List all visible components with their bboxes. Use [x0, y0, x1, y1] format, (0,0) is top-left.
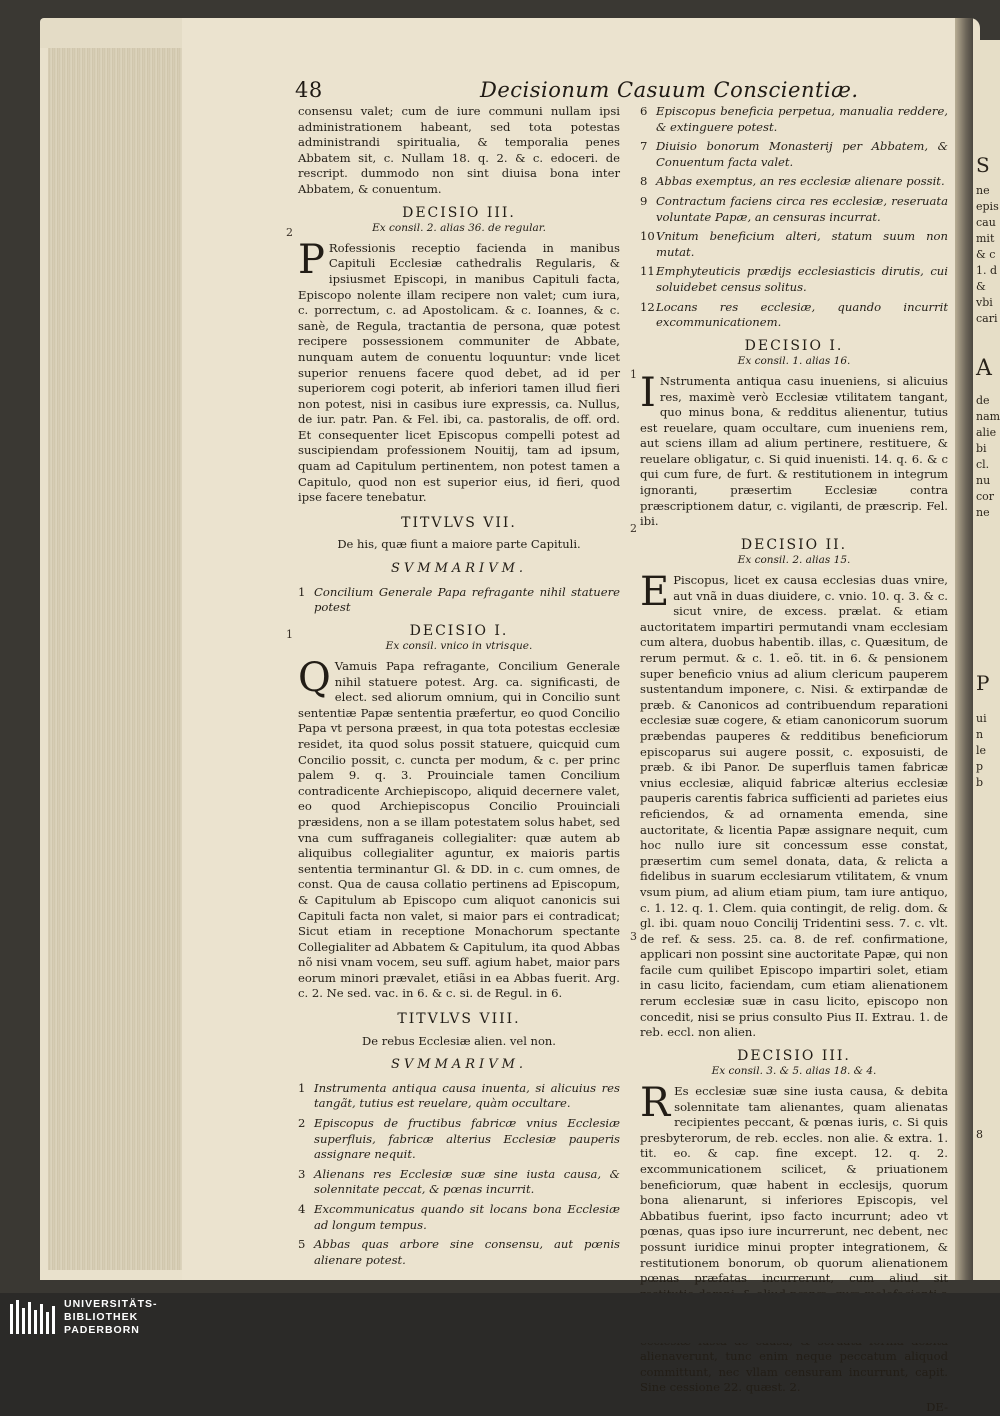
facing-page-fragment: epis	[976, 200, 999, 213]
decisio-source: Ex consil. 2. alias 15.	[737, 554, 851, 567]
drop-cap: R	[640, 1080, 671, 1127]
item-number: 5	[298, 1237, 306, 1252]
item-number: 1	[298, 1080, 306, 1095]
page-edges	[48, 30, 183, 1270]
summary-item	[298, 1237, 620, 1268]
decisio-text	[298, 655, 620, 1002]
facing-page-fragment: nu	[976, 474, 991, 487]
left-column	[298, 104, 620, 1272]
item-number: 2	[298, 1116, 306, 1131]
summary-item	[298, 1081, 620, 1112]
catchword: DE-	[926, 1399, 948, 1414]
facing-page-fragment: &	[976, 280, 986, 293]
summarium-heading: SVMMARIVM.	[390, 561, 528, 577]
marginal-number: 3	[630, 930, 637, 943]
facing-page-fragment: cari	[976, 312, 998, 325]
facing-page-fragment: alie	[976, 426, 997, 439]
page-number: 48	[295, 78, 323, 102]
decisio-source: Ex consil. vnico in vtrisque.	[385, 640, 533, 653]
summary-item	[640, 264, 948, 295]
decisio-body: Nstrumenta antiqua casu inueniens, si alicuius res, maximè verò Ecclesiæ vtilitatem tangant, quo minus bona, & redditus alienentur, tutius est reuelare, quam occultare, cum inueniens rem, aut sciens illam ad alium pertinere, restituere, & reuelare obligatur, c. Si quid inuenisti. 14. q. 6. & c qui cum fure, de furt. & restitutionem in integrum ignoranti, præsertim Ecclesiæ contra præscriptionem datur, c. vigilanti, de præscrip. Fel. ibi.	[640, 373, 948, 529]
decisio-text	[640, 1080, 948, 1396]
decisio-heading: DECISIO II.	[740, 536, 848, 553]
titulus-heading: TITVLVS VII.	[401, 514, 517, 531]
item-text: Episcopus de fructibus fabricæ vnius Ecclesiæ superfluis, fabricæ alterius Ecclesiæ pauperis assignare nequit.	[314, 1116, 620, 1162]
footer-line-3: PADERBORN	[64, 1324, 140, 1336]
summary-item	[640, 229, 948, 260]
facing-page-fragment: nam	[976, 410, 1000, 423]
item-number: 4	[298, 1202, 306, 1216]
facing-page-fragment: vbi	[976, 296, 993, 309]
decisio-text	[298, 236, 620, 506]
item-number: 1	[298, 584, 306, 599]
page-edges-top	[40, 18, 190, 48]
item-text: Abbas quas arbore sine consensu, aut pœnis alienare potest.	[314, 1237, 620, 1267]
summary-item	[640, 174, 948, 190]
decisio-source: Ex consil. 3. & 5. alias 18. & 4.	[711, 1065, 877, 1078]
summary-item	[640, 104, 948, 135]
titulus-subtitle: De his, quæ fiunt a maiore parte Capituli.	[337, 537, 581, 552]
running-title: Decisionum Casuum Conscientiæ.	[480, 78, 859, 102]
item-text: Alienans res Ecclesiæ suæ sine iusta causa, & solennitate peccat, & pœnas incurrit.	[314, 1166, 620, 1197]
footer-line-2: BIBLIOTHEK	[64, 1311, 139, 1323]
item-text: Concilium Generale Papa refragante nihil statuere potest	[314, 584, 620, 615]
right-column	[640, 104, 948, 1416]
decisio-text	[640, 369, 948, 530]
book-gutter	[955, 18, 973, 1280]
facing-page-fragment: cl.	[976, 458, 990, 471]
intro-paragraph: consensu valet; cum de iure communi nullam ipsi administrationem habeant, sed tota potestas administrandi spiritualia, & temporalia penes Abbatem sit, c. Nullam 18. q. 2. & c. edoceri. de rescript. dummodo non sint diuisa bona inter Abbatem, & conuentum.	[298, 104, 620, 196]
decisio-text	[640, 569, 948, 1041]
item-text: Contractum faciens circa res ecclesiæ, reseruata voluntate Papæ, an censuras incurrat.	[656, 193, 948, 224]
facing-page-fragment: p	[976, 760, 984, 773]
summary-item	[298, 1167, 620, 1198]
titulus-heading: TITVLVS VIII.	[397, 1011, 521, 1028]
facing-page-fragment: b	[976, 776, 984, 789]
library-logo-icon	[8, 1298, 58, 1338]
facing-page-fragment: le	[976, 744, 987, 757]
facing-page-fragment: & c	[976, 248, 996, 261]
marginal-number: 2	[630, 522, 637, 535]
item-text: Diuisio bonorum Monasterij per Abbatem, & Conuentum facta valet.	[656, 139, 948, 169]
marginal-number: 1	[630, 368, 637, 381]
facing-page-fragment: mit	[976, 232, 995, 245]
facing-page-fragment: A	[976, 356, 992, 381]
decisio-body: Vamuis Papa refragante, Concilium Generale nihil statuere potest. Arg. ca. significasti, de elect. sed aliorum omnium, qui in Concilio sunt sententiæ Papæ sententia præfertur, eo quod Concilio Papa vt persona præest, in qua tota potestas ecclesiæ residet, ita quod solus possit statuere, quicquid cum Concilio possit, c. cuncta per modum, & c. per princ palem 9. q. 3. Prouinciale tamen Concilium contradicente Archiepiscopo, aliquid decernere valet, eo quod Archiepiscopus Concilio Prouinciali præsidens, non a se illam potestatem solus habet, sed vna cum suffraganeis collegialiter: quæ autem ab aliquibus collegialiter aguntur, ex maioris partis sententia terminantur Gl. & DD. in c. cum omnes, de const. Qua de causa collatio pertinens ad Episcopum, & Capitulum ab Episcopo cum aliquot canonicis sui Capituli facta non valet, si maior pars ei contradicat; Sicut etiam in receptione Monachorum spectante Collegialiter ad Abbatem & Capitulum, ita quod Abbas nõ nisi vnam vocem, seu suff. agium habet, maior pars eorum minori prævalet, etiãsi in ea Abbas fuerit. Arg. c. 2. Ne sed. vac. in 6. & c. si. de Regul. in 6.	[298, 659, 620, 1001]
facing-page-fragment: S	[976, 153, 990, 177]
item-text: Episcopus beneficia perpetua, manualia reddere, & extinguere potest.	[656, 104, 948, 134]
item-number: 9	[640, 193, 648, 208]
facing-page-fragment: n	[976, 728, 984, 741]
decisio-heading: DECISIO I.	[409, 622, 509, 639]
summary-item	[640, 139, 948, 170]
facing-page-fragment: de	[976, 394, 990, 407]
item-number: 10	[640, 229, 655, 244]
item-number: 11	[640, 264, 655, 279]
summary-item	[298, 1116, 620, 1163]
decisio-heading: DECISIO III.	[737, 1047, 851, 1064]
decisio-body: Rofessionis receptio facienda in manibus Capituli Ecclesiæ cathedralis Regularis, & ipsiusmet Episcopi, in manibus Capituli facta, Episcopo nolente illam recipere non valet; cum iura, c. porrectum, c. ad Apostolicam. & c. Ioannes, & c. sanè, de Regula, tractantia de persona, quæ potest recipere possessionem communiter de Abbate, nunquam autem de conuentu loquuntur: vnde licet superior renuens facere quod debet, ad id per superiorem cogi poterit, ab inferiori tamen illud fieri non potest, nisi in casibus iure expressis, ca. Nullus, de iur. patr. Pan. & Fel. ibi, ca. pastoralis, de off. ord. Et consequenter licet Episcopus compelli potest ad suscipiendam professionem Nouitij, tam ad ipsum, quam ad Capitulum pertinentem, non potest tamen a Capitulo, quod non est superior eius, id fieri, quod ipse facere tenebatur.	[298, 240, 620, 505]
item-text: Excommunicatus quando sit locans bona Ecclesiæ ad longum tempus.	[314, 1202, 620, 1232]
facing-page-fragment: 1. d	[976, 264, 998, 277]
drop-cap: Q	[298, 655, 331, 701]
decisio-source: Ex consil. 1. alias 16.	[737, 355, 851, 368]
marginal-number: 1	[286, 628, 293, 641]
drop-cap: I	[640, 369, 656, 416]
summary-item	[298, 1202, 620, 1233]
item-text: Abbas exemptus, an res ecclesiæ alienare possit.	[656, 174, 945, 189]
decisio-body: Es ecclesiæ suæ sine iusta causa, & debita solennitate tam alienantes, quam alienatas recipientes peccant, & pœnas iuris, c. Si quis presbyterorum, de reb. eccles. non alie. & extra. 1. tit. eo. & cap. fine except. 12. q. 2. excommunicationem scilicet, & priuationem beneficiorum, quæ habent in ecclesijs, quorum bona alienarunt, si inferiores Episcopis, vel Abbatibus fuerint, ipso facto incurrunt; adeo vt pœnas, quas ipso iure incurrerunt, nec debent, nec possunt iuridice minui propter integrationem, & restitutionem bonorum, ob quorum alienationem pœnas præfatas incurrerunt, cum aliud sit alienaverunt, tunc enim neque peccatum aliquod committunt, nec vllam censuram incurrunt, capit. Sine cessione 22. quæst. 2.	[640, 1084, 948, 1395]
facing-page-fragment: Ρ	[976, 671, 990, 695]
item-text: Instrumenta antiqua causa inuenta, si alicuius res tangãt, tutius est reuelare, quàm occultare.	[314, 1080, 620, 1111]
decisio-body: Piscopus, licet ex causa ecclesias duas vnire, aut vnã in duas diuidere, c. vnio. 10. q. 3. & c. sicut vnire, de excess. prælat. & etiam auctoritatem impartiri permutandi vnam ecclesiam cum altera, duobus habentib. illas, c. Quæsitum, de rerum permut. & c. 1. eõ. tit. in 6. & pensionem super beneficio vnius ad alium clericum pauperem sustentandum imponere, c. Nisi. & extirpandæ de præb. & Canonicos ad contribuendum reparationi ecclesiæ suæ cogere, & etiam canonicorum suorum præbendas pauperes & redditibus beneficiorum episcoparus sui augere possit, c. exposuisti, de præb. & ibi Panor. De superfluis tamen fabricæ vnius ecclesiæ, aliquid fabricæ alterius ecclesiæ pauperis carentis fabrica sufficienti ad parietes eius reficiendos, & ad ornamenta emenda, sine auctoritate, & licentia Papæ assignare nequit, cum hoc nullo iure sit concessum esse constat, præsertim cum semel donata, data, & relicta a fidelibus in suarum ecclesiarum vtilitatem, & vnum vsum pium, ad alium etiam pium, tam iure antiquo, c. 1. 12. q. 1. Clem. quia contingit, de relig. dom. & gl. ibi. quam nouo Concilij Tridentini sess. 7. c. vlt. de ref. & sess. 25. ca. 8. de ref. confirmatione, applicari non possint sine auctoritate Papæ, qui non facile cum quilibet Episcopo impartiri solet, etiam in casu licito, faciendam, cum etiam alienationem rerum ecclesiæ suæ in casu licito, episcopo non concedit, nisi se prius consulto Pius II. Extrau. 1. de reb. eccl. non alien.	[640, 573, 948, 1040]
drop-cap: E	[640, 569, 670, 616]
facing-page-fragment: cor	[976, 490, 995, 503]
item-text: Emphyteuticis prædijs ecclesiasticis dirutis, cui soluidebet census solitus.	[656, 264, 948, 294]
item-number: 8	[640, 174, 648, 189]
summarium-heading: SVMMARIVM.	[390, 1057, 528, 1073]
item-number: 6	[640, 104, 648, 118]
marginal-number: 2	[286, 226, 293, 239]
summary-item	[640, 194, 948, 225]
facing-page-fragment: cau	[976, 216, 996, 229]
decisio-heading: DECISIO I.	[744, 337, 844, 354]
item-number: 7	[640, 139, 648, 154]
facing-page-fragment: ne	[976, 184, 990, 197]
facing-page-fragment: 8	[976, 1128, 983, 1141]
footer-line-1: UNIVERSITÄTS-	[64, 1298, 158, 1310]
item-text: Locans res ecclesiæ, quando incurrit excommunicationem.	[656, 299, 948, 330]
facing-page-fragment: ne	[976, 506, 990, 519]
facing-page-fragment: ui	[976, 712, 987, 725]
decisio-source: Ex consil. 2. alias 36. de regular.	[372, 222, 546, 235]
item-number: 3	[298, 1166, 306, 1181]
summary-item	[640, 300, 948, 331]
titulus-subtitle: De rebus Ecclesiæ alien. vel non.	[362, 1033, 556, 1048]
item-number: 12	[640, 299, 655, 314]
drop-cap: P	[298, 236, 325, 283]
decisio-heading: DECISIO III.	[402, 204, 516, 221]
item-text: Vnitum beneficium alteri, statum suum non mutat.	[656, 229, 948, 259]
summary-item	[298, 585, 620, 616]
facing-page-fragment: bi	[976, 442, 987, 455]
